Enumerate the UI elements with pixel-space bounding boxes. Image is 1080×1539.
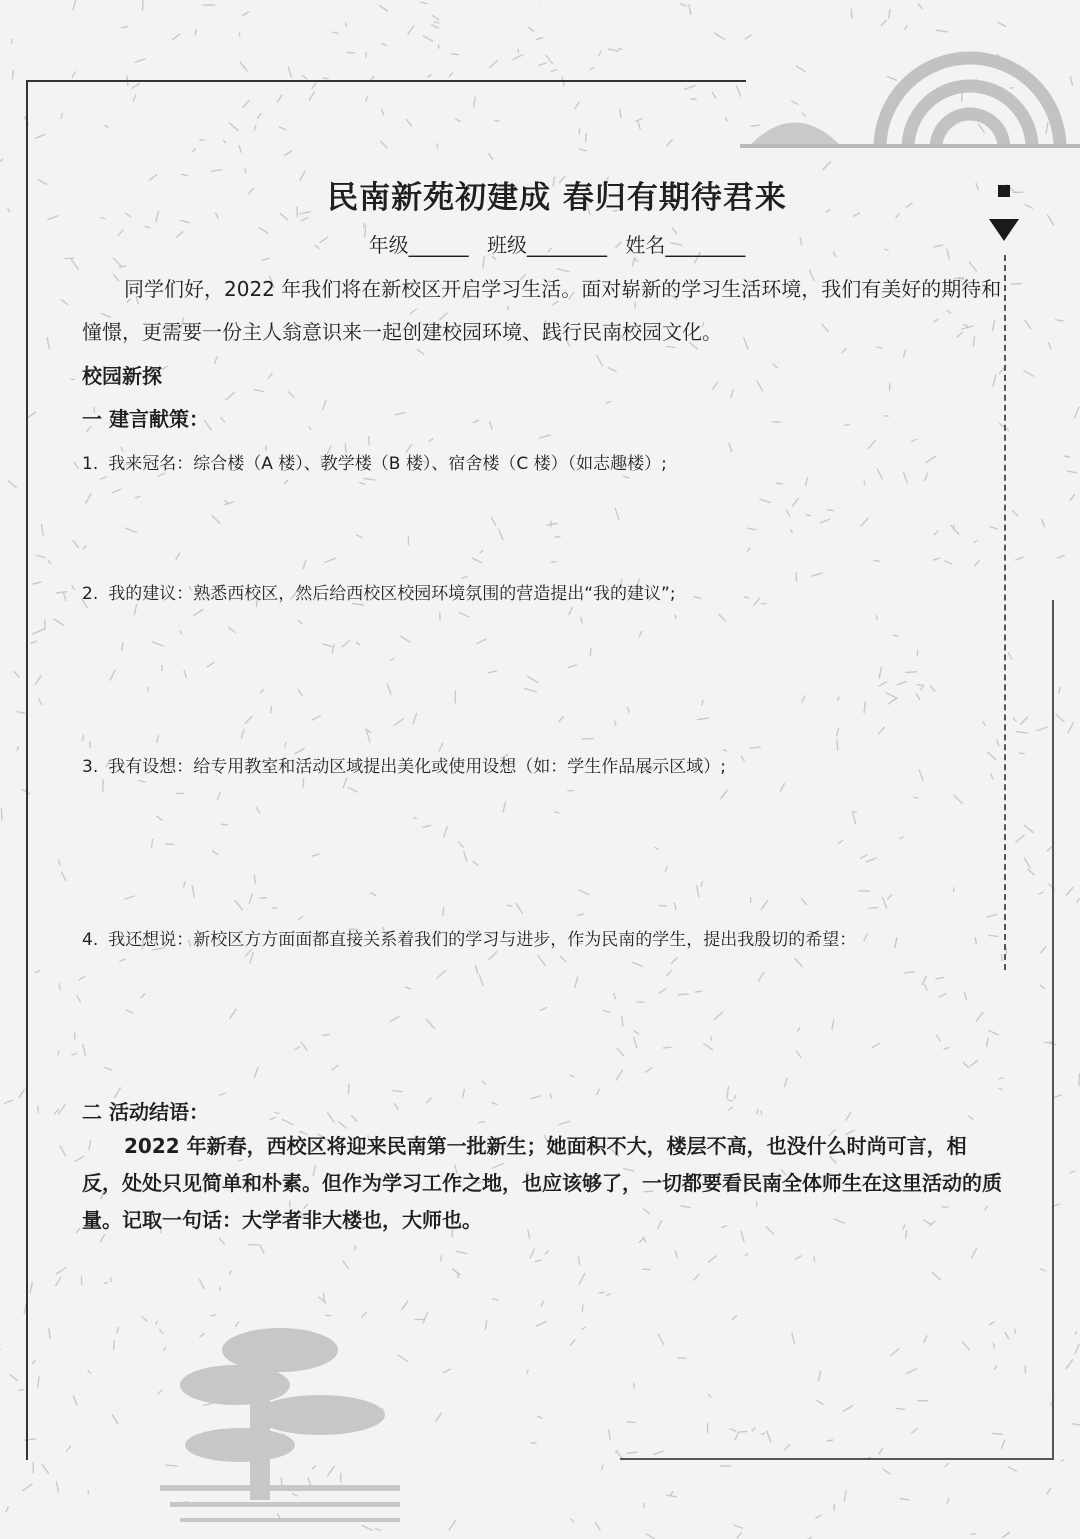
frame-bottom-line — [620, 1458, 1054, 1460]
question-number: 1. — [82, 454, 99, 474]
question-number: 3. — [82, 757, 99, 777]
page-title: 民南新苑初建成 春归有期待君来 — [327, 180, 787, 216]
part-two-heading: 二 活动结语： — [82, 1100, 209, 1124]
conclusion-paragraph: 2022 年新春，西校区将迎来民南第一批新生；她面积不大，楼层不高，也没什么时尚可言，相反，处处只见简单和朴素。但作为学习工作之地，也应该够了，一切都要看民南全体师生在这里活动的质量。记取一句话：大学者非大楼也，大师也。 — [82, 1134, 1002, 1232]
frame-right-line — [1052, 600, 1054, 1460]
question-item — [82, 579, 676, 604]
question-text: 我的建议：熟悉西校区，然后给西校区校园环境氛围的营造提出“我的建议”; — [108, 584, 676, 604]
question-text: 我还想说：新校区方方面面都直接关系着我们的学习与进步，作为民南的学生，提出我殷切的希望： — [108, 930, 857, 950]
question-text: 我来冠名：综合楼（A 楼）、教学楼（B 楼）、宿舍楼（C 楼）（如志趣楼）; — [108, 454, 667, 474]
part-one-heading: 一 建言献策： — [82, 407, 209, 431]
question-number: 2. — [82, 584, 99, 604]
grade-field: 年级______ — [368, 233, 469, 257]
question-item — [82, 449, 667, 474]
question-item — [82, 925, 856, 950]
question-item — [82, 752, 726, 777]
question-number: 4. — [82, 930, 99, 950]
intro-paragraph: 同学们好，2022 年我们将在新校区开启学习生活。面对崭新的学习生活环境，我们有美好的期待和憧憬，更需要一份主人翁意识来一起创建校园环境、践行民南校园文化。 — [82, 277, 1002, 344]
class-field: 班级________ — [487, 233, 607, 257]
section-title: 校园新探 — [82, 364, 162, 388]
frame-top-line — [26, 80, 746, 82]
frame-right-dashed-line — [1004, 255, 1006, 970]
student-info-line — [82, 229, 1032, 258]
name-field: 姓名________ — [625, 233, 746, 257]
pine-tree-icon — [160, 1310, 400, 1539]
question-text: 我有设想：给专用教室和活动区域提出美化或使用设想（如：学生作品展示区域）; — [108, 757, 726, 777]
rainbow-arc-icon — [740, 40, 1080, 160]
frame-left-line — [26, 80, 28, 1460]
